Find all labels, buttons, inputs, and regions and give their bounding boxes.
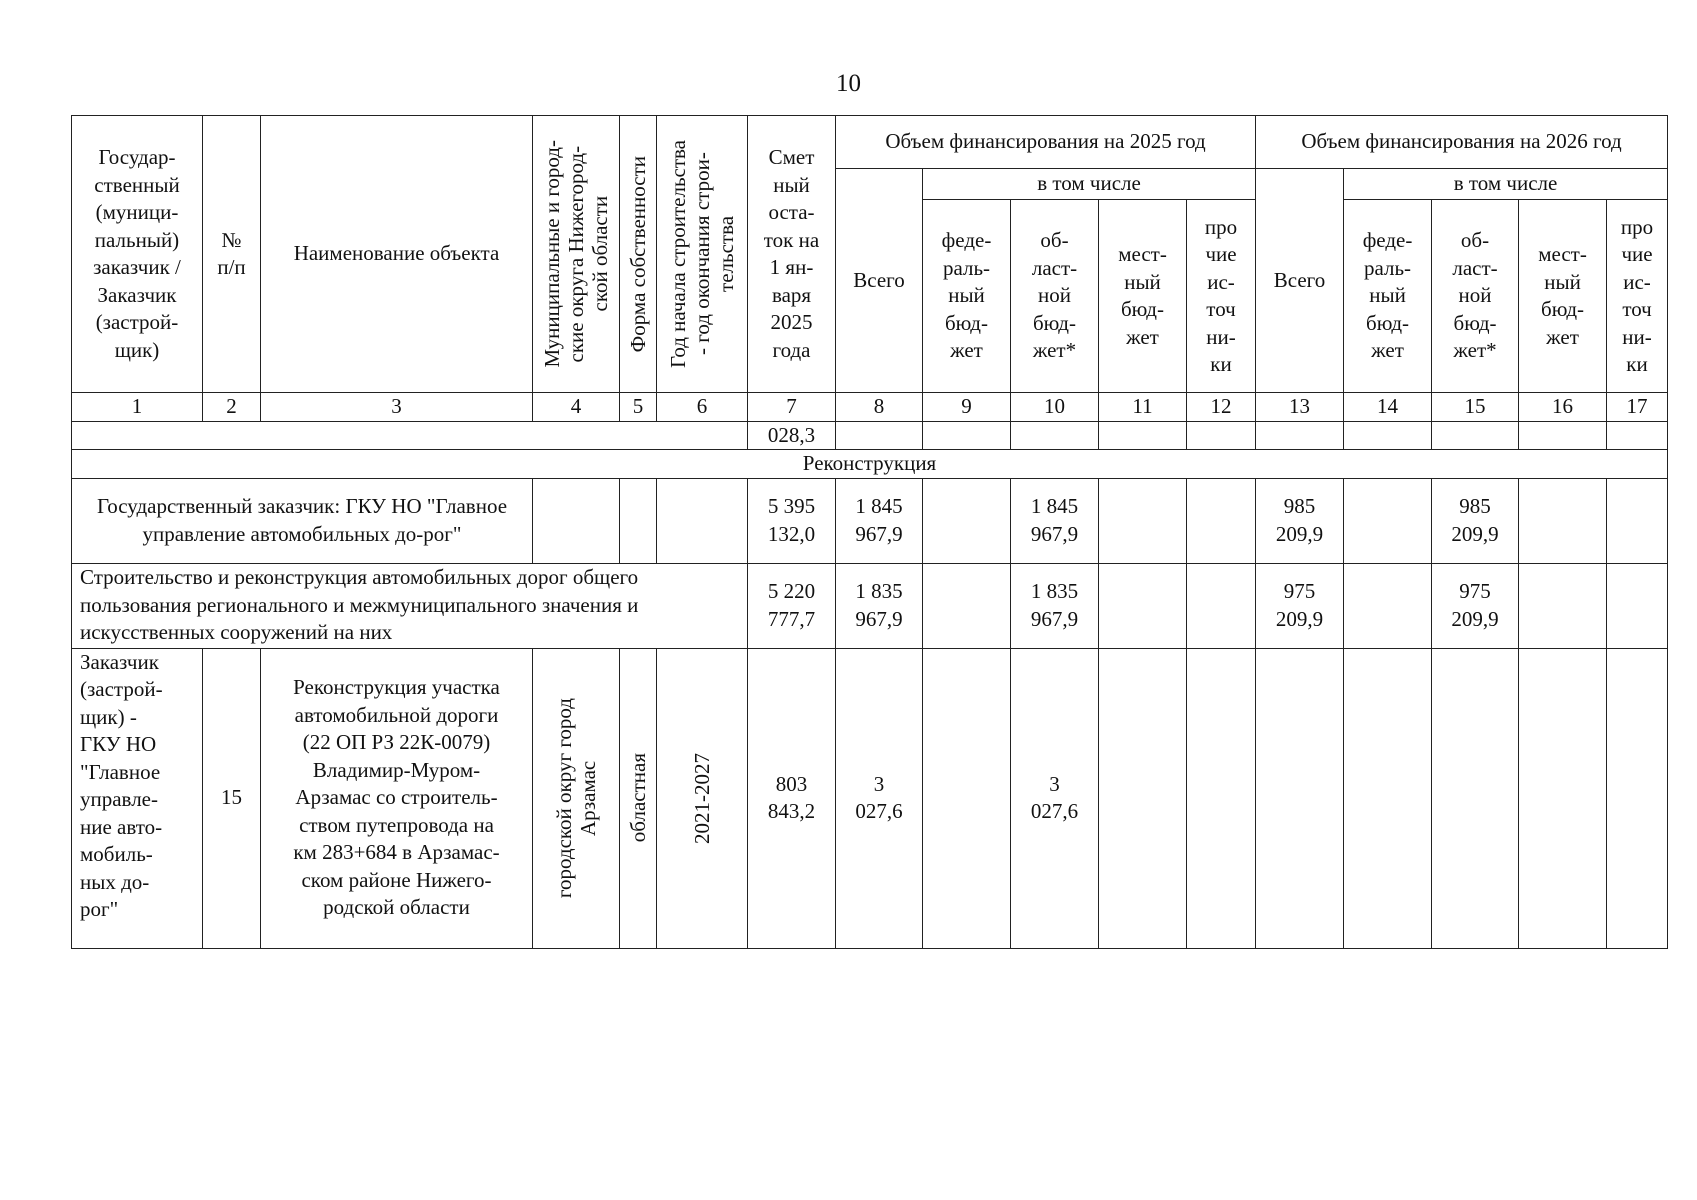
object-district-text: городской округ город Арзамас — [552, 697, 600, 899]
column-number: 4 — [533, 393, 620, 422]
column-number: 3 — [261, 393, 533, 422]
column-number: 2 — [203, 393, 261, 422]
object-number: 15 — [203, 648, 261, 948]
carry-over-row — [72, 421, 1668, 450]
empty-cell — [1099, 563, 1187, 648]
header-other-2025: про чие ис- точ ни- ки — [1187, 200, 1256, 393]
header-regional-2025: об- ласт- ной бюд- жет* — [1011, 200, 1099, 393]
column-number: 8 — [836, 393, 923, 422]
section-row — [72, 450, 1668, 479]
empty-cell — [1519, 648, 1607, 948]
column-number: 14 — [1344, 393, 1432, 422]
header-districts — [533, 116, 620, 393]
column-number: 9 — [923, 393, 1011, 422]
header-fin-2026: Объем финансирования на 2026 год — [1256, 116, 1668, 169]
carry-over-label — [72, 421, 748, 450]
empty-cell — [923, 478, 1011, 563]
empty-cell — [1256, 421, 1344, 450]
empty-cell — [1099, 421, 1187, 450]
column-number: 17 — [1607, 393, 1668, 422]
header-ownership-text: Форма собственности — [626, 155, 650, 353]
empty-cell — [1607, 563, 1668, 648]
empty-cell — [1344, 478, 1432, 563]
object-customer: Заказчик (застрой- щик) - ГКУ НО "Главное управле- ние авто- мобиль- ных до- рог" — [72, 648, 203, 948]
empty-cell — [1519, 563, 1607, 648]
object-regional-2025: 3 027,6 — [1011, 648, 1099, 948]
header-districts-text: Муниципальные и город- ские округа Нижегород- ской области — [540, 140, 612, 368]
column-number: 16 — [1519, 393, 1607, 422]
empty-cell — [1344, 563, 1432, 648]
header-including-2026: в том числе — [1344, 169, 1668, 200]
object-ownership — [620, 648, 657, 948]
program-total-2026: 975 209,9 — [1256, 563, 1344, 648]
column-number: 15 — [1432, 393, 1519, 422]
column-number: 7 — [748, 393, 836, 422]
program-regional-2025: 1 835 967,9 — [1011, 563, 1099, 648]
program-regional-2026: 975 209,9 — [1432, 563, 1519, 648]
empty-cell — [1187, 478, 1256, 563]
state-customer-label: Государственный заказчик: ГКУ НО "Главное управление автомобильных до-рог" — [72, 478, 533, 563]
empty-cell — [657, 478, 748, 563]
carry-over-estimate: 028,3 — [748, 421, 836, 450]
empty-cell — [1432, 421, 1519, 450]
empty-cell — [836, 421, 923, 450]
state-customer-total-2026: 985 209,9 — [1256, 478, 1344, 563]
empty-cell — [1607, 421, 1668, 450]
state-customer-estimate: 5 395 132,0 — [748, 478, 836, 563]
object-estimate: 803 843,2 — [748, 648, 836, 948]
empty-cell — [1344, 421, 1432, 450]
empty-cell — [1099, 648, 1187, 948]
column-number: 11 — [1099, 393, 1187, 422]
column-number: 10 — [1011, 393, 1099, 422]
empty-cell — [1011, 421, 1099, 450]
header-fin-2025: Объем финансирования на 2025 год — [836, 116, 1256, 169]
object-years — [657, 648, 748, 948]
empty-cell — [1519, 421, 1607, 450]
empty-cell — [620, 478, 657, 563]
object-years-text: 2021-2027 — [690, 752, 714, 844]
empty-cell — [1187, 421, 1256, 450]
program-total-2025: 1 835 967,9 — [836, 563, 923, 648]
state-customer-regional-2025: 1 845 967,9 — [1011, 478, 1099, 563]
header-local-2026: мест- ный бюд- жет — [1519, 200, 1607, 393]
column-number: 5 — [620, 393, 657, 422]
object-name: Реконструкция участка автомобильной дороги (22 ОП РЗ 22К-0079) Владимир-Муром- Арзамас со строитель- ством путепровода на км 283+684 в Арзамас- ском районе Нижего- родской области — [261, 648, 533, 948]
header-local-2025: мест- ный бюд- жет — [1099, 200, 1187, 393]
empty-cell — [1344, 648, 1432, 948]
page-number: 10 — [836, 70, 861, 97]
empty-cell — [533, 478, 620, 563]
object-ownership-text: областная — [626, 753, 650, 843]
header-including-2025: в том числе — [923, 169, 1256, 200]
empty-cell — [1256, 648, 1344, 948]
column-number-row — [72, 393, 1668, 422]
state-customer-total-2025: 1 845 967,9 — [836, 478, 923, 563]
header-regional-2026: об- ласт- ной бюд- жет* — [1432, 200, 1519, 393]
state-customer-row — [72, 478, 1668, 563]
state-customer-regional-2026: 985 209,9 — [1432, 478, 1519, 563]
section-title: Реконструкция — [72, 450, 1668, 479]
header-total-2026: Всего — [1256, 169, 1344, 393]
empty-cell — [1432, 648, 1519, 948]
header-federal-2026: феде- раль- ный бюд- жет — [1344, 200, 1432, 393]
empty-cell — [1519, 478, 1607, 563]
empty-cell — [1187, 648, 1256, 948]
column-number: 12 — [1187, 393, 1256, 422]
financing-table — [71, 115, 1668, 949]
program-row — [72, 563, 1668, 648]
object-total-2025: 3 027,6 — [836, 648, 923, 948]
empty-cell — [923, 563, 1011, 648]
header-federal-2025: феде- раль- ный бюд- жет — [923, 200, 1011, 393]
program-label: Строительство и реконструкция автомобильных дорог общего пользования регионального и межмуниципального значения и искусственных сооружений на них — [72, 563, 748, 648]
empty-cell — [923, 648, 1011, 948]
program-estimate: 5 220 777,7 — [748, 563, 836, 648]
empty-cell — [1607, 648, 1668, 948]
header-estimate: Смет ный оста- ток на 1 ян- варя 2025 года — [748, 116, 836, 393]
header-object-name: Наименование объекта — [261, 116, 533, 393]
header-number: № п/п — [203, 116, 261, 393]
header-row-1 — [72, 116, 1668, 169]
header-other-2026: про чие ис- точ ни- ки — [1607, 200, 1668, 393]
header-years-text: Год начала строительства - год окончания строи- тельства — [666, 140, 738, 368]
header-customer: Государ- ственный (муници- пальный) заказчик / Заказчик (застрой- щик) — [72, 116, 203, 393]
column-number: 13 — [1256, 393, 1344, 422]
column-number: 1 — [72, 393, 203, 422]
empty-cell — [923, 421, 1011, 450]
object-district — [533, 648, 620, 948]
header-ownership — [620, 116, 657, 393]
empty-cell — [1187, 563, 1256, 648]
header-years — [657, 116, 748, 393]
object-row — [72, 648, 1668, 948]
header-total-2025: Всего — [836, 169, 923, 393]
empty-cell — [1607, 478, 1668, 563]
column-number: 6 — [657, 393, 748, 422]
empty-cell — [1099, 478, 1187, 563]
